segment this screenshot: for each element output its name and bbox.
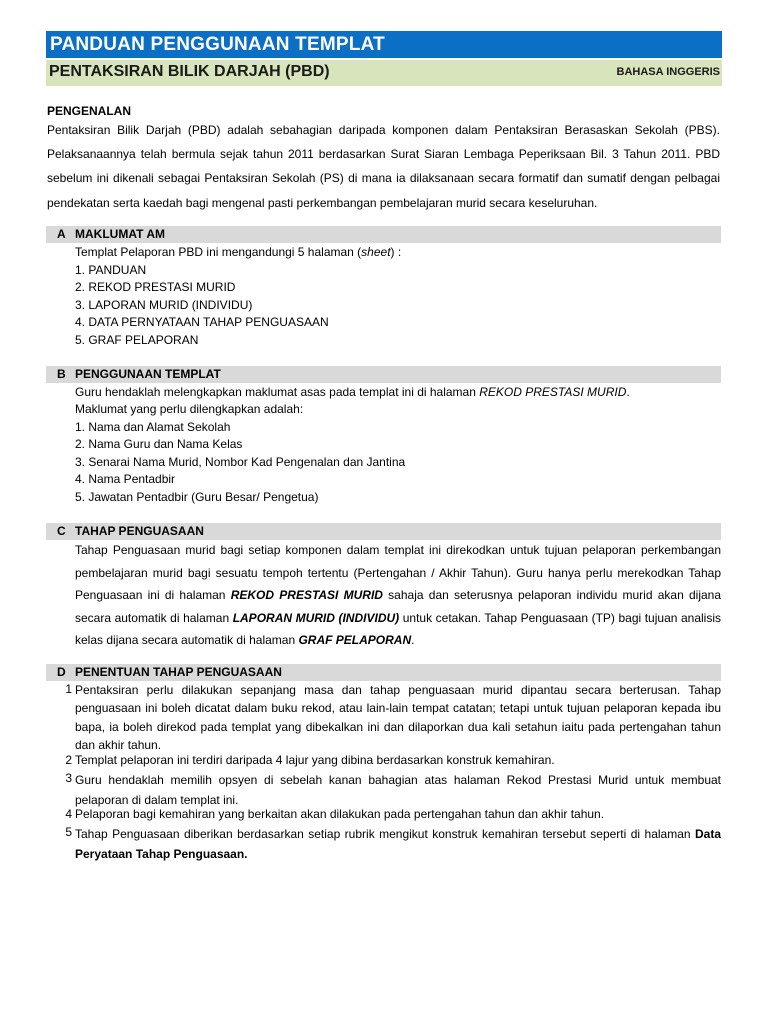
numbered-item: Templat pelaporan ini terdiri daripada 4 lajur yang dibina berdasarkan konstruk kemahiran. (75, 753, 555, 767)
item-number: 1 (65, 682, 72, 696)
list-item: 4. Nama Pentadbir (75, 472, 176, 486)
subtitle-bar (46, 60, 722, 86)
item-number: 5 (65, 825, 72, 839)
numbered-item: Guru hendaklah memilih opsyen di sebelah kanan bahagian atas halaman Rekod Prestasi Murid untuk membuat pelaporan di dalam templat ini. (75, 773, 721, 807)
section-c-header (46, 523, 721, 540)
section-letter: D (57, 665, 66, 679)
section-title: MAKLUMAT AM (75, 227, 165, 241)
list-item: 5. Jawatan Pentadbir (Guru Besar/ Pengetua) (75, 490, 319, 504)
item-number: 3 (65, 771, 72, 785)
document-title: PANDUAN PENGGUNAAN TEMPLAT (46, 31, 722, 58)
list-item: 5. GRAF PELAPORAN (75, 333, 199, 347)
list-item: 1. Nama dan Alamat Sekolah (75, 420, 231, 434)
item-number: 4 (65, 807, 72, 821)
section-letter: B (57, 367, 66, 381)
list-item: 2. Nama Guru dan Nama Kelas (75, 437, 243, 451)
item-number: 2 (65, 753, 72, 767)
section-d-header (46, 664, 721, 681)
intro-paragraph: Pentaksiran Bilik Darjah (PBD) adalah sebahagian daripada komponen dalam Pentaksiran Berasaskan Sekolah (PBS). Pelaksanaannya telah bermula sejak tahun 2011 berdasarkan Surat Siaran Lembaga Peperiksaan Bil. 3 Tahun 2011. PBD sebelum ini dikenali sebagai Pentaksiran Sekolah (PS) di mana ia dilaksanaan secara formatif dan sumatif dengan pelbagai pendekatan serta kaedah bagi mengenal pasti perkembangan pembelajaran murid secara keseluruhan. (47, 123, 720, 210)
section-c-paragraph: Tahap Penguasaan murid bagi setiap komponen dalam templat ini direkodkan untuk tujuan pelaporan perkembangan pembelajaran murid bagi sesuatu tempoh tertentu (Pertengahan / Akhir Tahun). Guru hanya perlu merekodkan Tahap Penguasaan ini di halaman REKOD PRESTASI MURID sahaja dan seterusnya pelaporan individu murid akan dijana secara automatik di halaman LAPORAN MURID (INDIVIDU) untuk cetakan. Tahap Penguasaan (TP) bagi tujuan analisis kelas dijana secara automatik di halaman GRAF PELAPORAN. (75, 543, 722, 647)
section-title: PENGGUNAAN TEMPLAT (75, 367, 221, 381)
section-title: PENENTUAN TAHAP PENGUASAAN (75, 665, 282, 679)
section-b-lead: Guru hendaklah melengkapkan maklumat asas pada templat ini di halaman REKOD PRESTASI MURID. (75, 385, 630, 399)
intro-heading: PENGENALAN (47, 104, 132, 118)
section-b-header (46, 366, 721, 383)
document-subtitle: PENTAKSIRAN BILIK DARJAH (PBD) (49, 63, 330, 80)
subject-label: BAHASA INGGERIS (616, 66, 720, 78)
numbered-item: Pelaporan bagi kemahiran yang berkaitan akan dilakukan pada pertengahan tahun dan akhir tahun. (75, 807, 605, 821)
numbered-item: Pentaksiran perlu dilakukan sepanjang masa dan tahap penguasaan murid dipantau secara berterusan. Tahap penguasaan ini boleh dicatat dalam buku rekod, atau lain-lain tempat catatan; tetapi untuk tujuan pelaporan kepada ibu bapa, ia boleh direkod pada templat yang dibekalkan ini dan dilaporkan dua kali setahun iaitu pada pertengahan tahun dan akhir tahun. (75, 683, 721, 752)
section-a-header (46, 226, 721, 243)
list-item: 4. DATA PERNYATAAN TAHAP PENGUASAAN (75, 315, 329, 329)
numbered-item: Tahap Penguasaan diberikan berdasarkan setiap rubrik mengikut konstruk kemahiran tersebut seperti di halaman Data Peryataan Tahap Penguasaan. (75, 827, 721, 861)
section-b-lead2: Maklumat yang perlu dilengkapkan adalah: (75, 402, 304, 416)
list-item: 3. LAPORAN MURID (INDIVIDU) (75, 298, 253, 312)
list-item: 2. REKOD PRESTASI MURID (75, 280, 236, 294)
section-letter: A (57, 227, 66, 241)
list-item: 3. Senarai Nama Murid, Nombor Kad Pengenalan dan Jantina (75, 455, 406, 469)
section-a-lead: Templat Pelaporan PBD ini mengandungi 5 halaman (sheet) : (75, 245, 402, 259)
section-letter: C (57, 524, 66, 538)
section-title: TAHAP PENGUASAAN (75, 524, 204, 538)
list-item: 1. PANDUAN (75, 263, 147, 277)
